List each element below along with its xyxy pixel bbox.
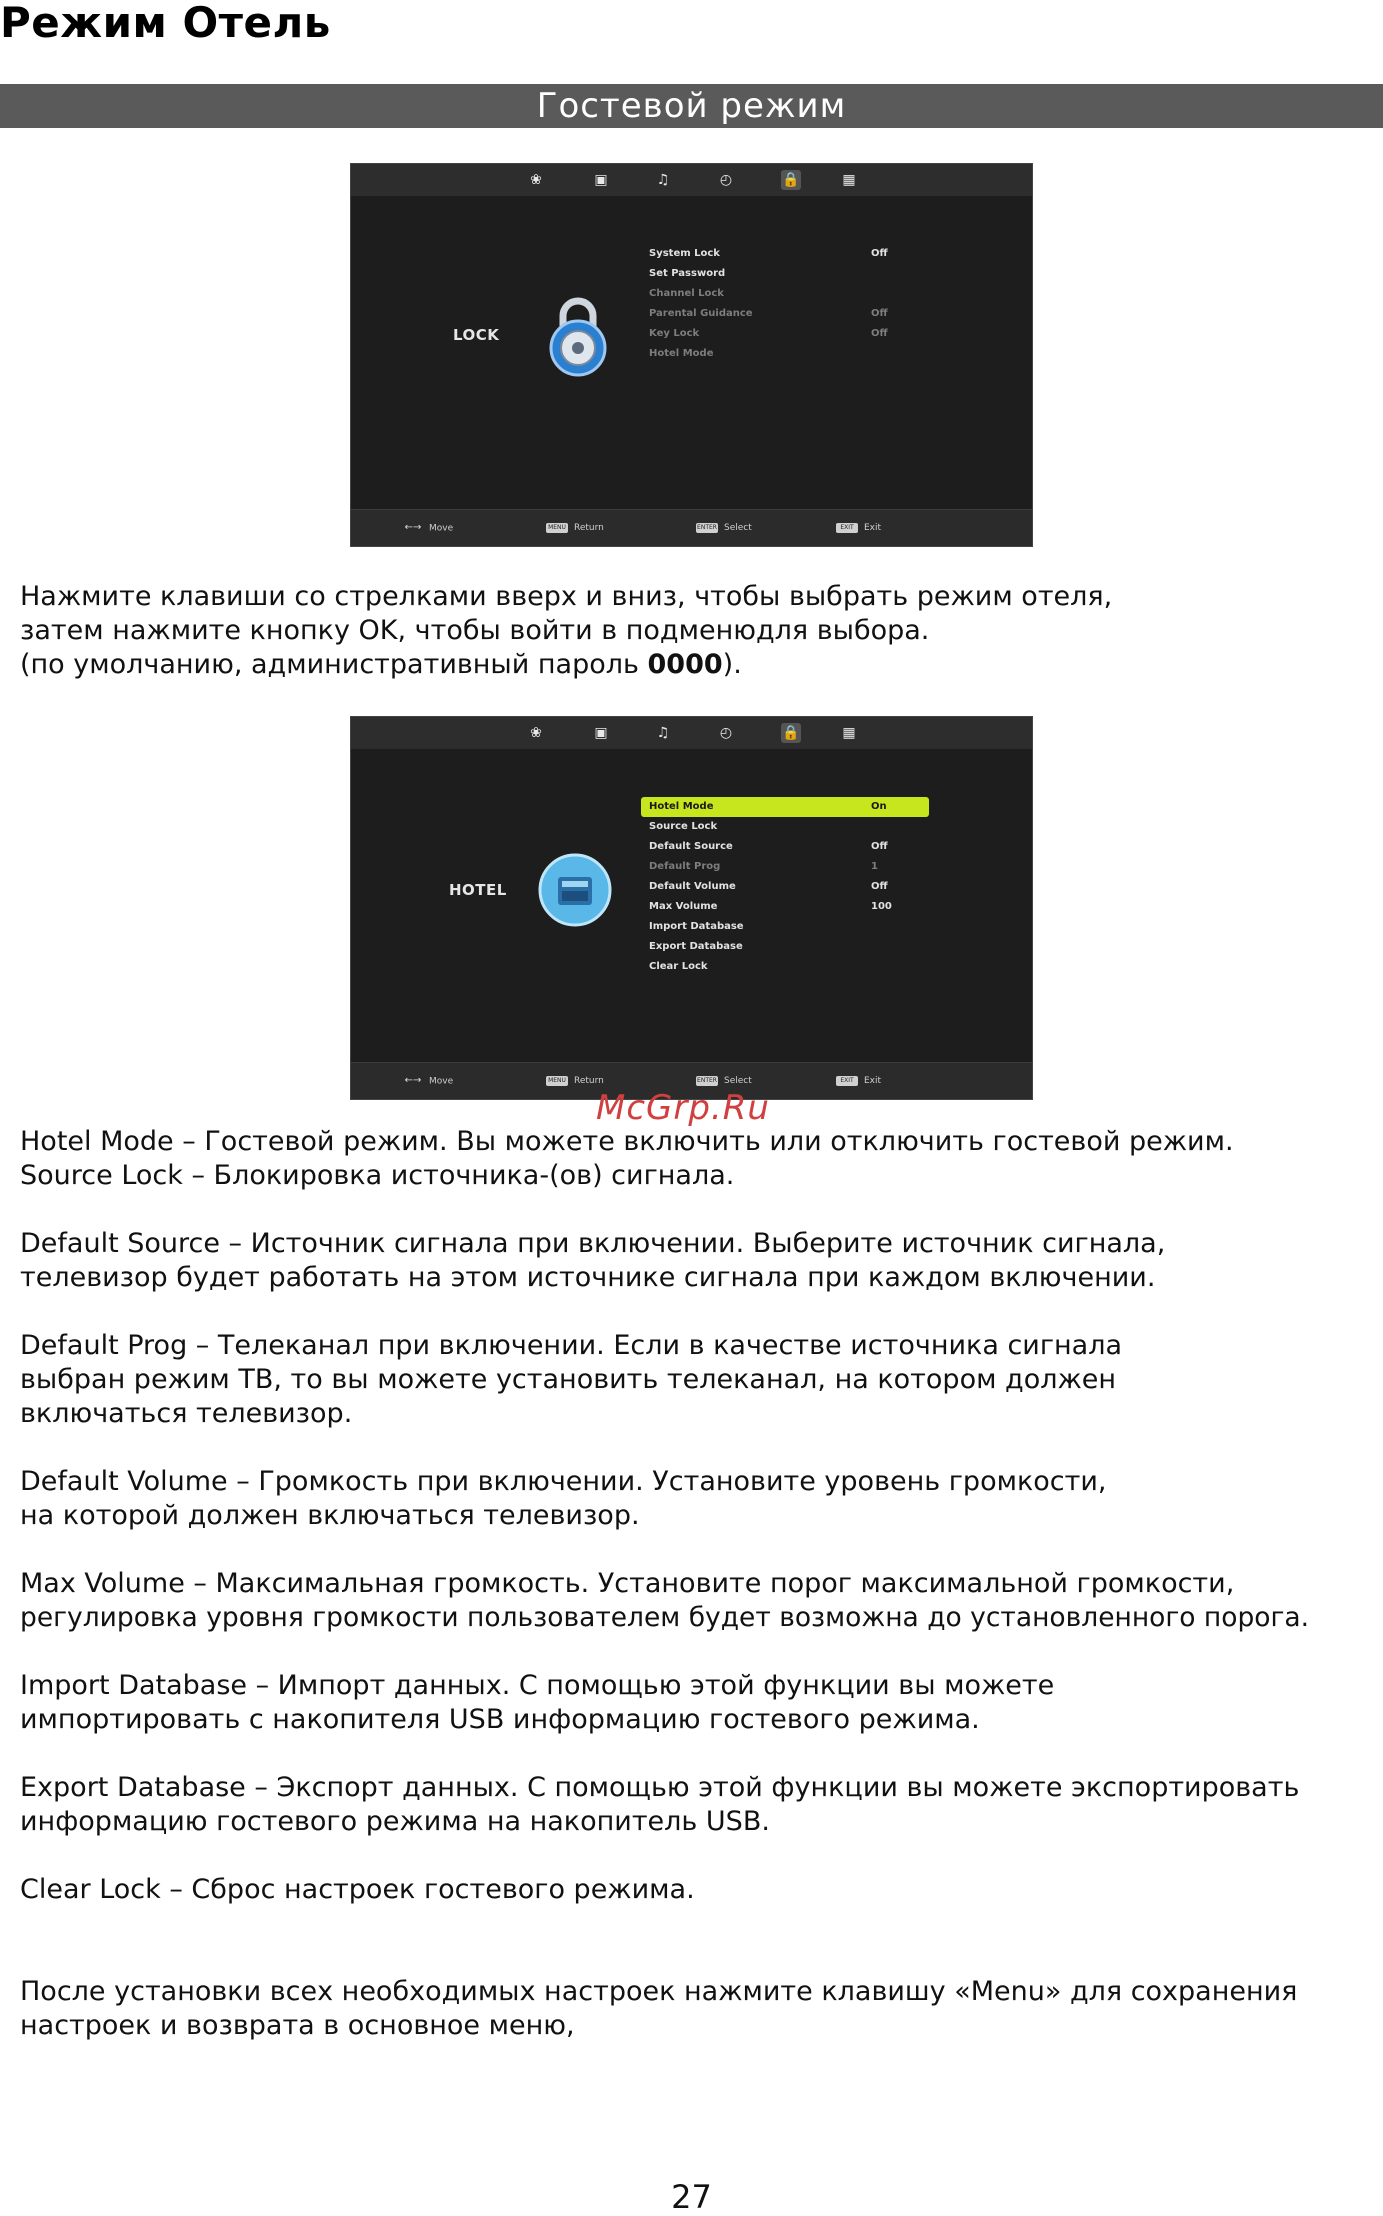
intro-line-1: Нажмите клавиши со стрелками вверх и вниз, чтобы выбрать режим отеля,: [20, 581, 1113, 612]
desc-default-prog-1: Default Prog – Телеканал при включении. Если в качестве источника сигнала: [20, 1330, 1123, 1361]
hint-exit: EXIT Exit: [836, 520, 881, 536]
hint-move: ←→ Move: [403, 1073, 453, 1089]
desc-max-volume-2: регулировка уровня громкости пользователем будет возможна до установленного порога.: [20, 1602, 1310, 1633]
enter-key-icon: ENTER: [697, 1076, 717, 1084]
menu-item-source-lock[interactable]: Source Lock: [649, 821, 718, 832]
grid-icon[interactable]: ▦: [842, 725, 856, 741]
page-number: 27: [671, 2178, 712, 2216]
default-password: 0000: [647, 649, 723, 680]
menu-item-default-source[interactable]: Default Source Off: [649, 841, 888, 852]
hotel-icon: [538, 853, 612, 927]
menu-item-system-lock[interactable]: System Lock Off: [649, 248, 888, 259]
grid-icon[interactable]: ▦: [842, 172, 856, 188]
menu-item-import-database[interactable]: Import Database: [649, 921, 744, 932]
menu-item-export-database[interactable]: Export Database: [649, 941, 743, 952]
arrows-icon: ←→: [404, 1075, 422, 1086]
hint-select: ENTER Select: [697, 523, 752, 533]
hotel-menu-list: [641, 797, 929, 977]
hint-exit: EXIT Exit: [836, 1073, 881, 1089]
tv-menu-label: HOTEL: [449, 881, 507, 899]
menu-item-default-prog: Default Prog 1: [649, 861, 878, 872]
menu-item-clear-lock[interactable]: Clear Lock: [649, 961, 708, 972]
screen-icon[interactable]: ▣: [594, 725, 608, 741]
menu-item-default-volume[interactable]: Default Volume Off: [649, 881, 888, 892]
desc-default-source-1: Default Source – Источник сигнала при включении. Выберите источник сигнала,: [20, 1228, 1166, 1259]
picture-icon[interactable]: ❀: [530, 725, 542, 741]
section-heading: Гостевой режим: [0, 84, 1383, 128]
menu-item-key-lock[interactable]: Key Lock Off: [649, 328, 888, 339]
desc-default-source-2: телевизор будет работать на этом источнике сигнала при каждом включении.: [20, 1262, 1156, 1293]
desc-default-volume-2: на которой должен включаться телевизор.: [20, 1500, 640, 1531]
menu-item-hotel-mode[interactable]: Hotel Mode: [649, 348, 714, 359]
desc-hotel-mode: Hotel Mode – Гостевой режим. Вы можете включить или отключить гостевой режим.: [20, 1126, 1234, 1157]
watermark: McGrp.Ru: [596, 1088, 770, 1128]
intro-line-3: (по умолчанию, административный пароль 0000).: [20, 649, 742, 680]
menu-item-set-password[interactable]: Set Password: [649, 268, 726, 279]
desc-source-lock: Source Lock – Блокировка источника-(ов) сигнала.: [20, 1160, 735, 1191]
desc-export-database-1: Export Database – Экспорт данных. С помощью этой функции вы можете экспортировать: [20, 1772, 1300, 1803]
menu-item-hotel-mode[interactable]: Hotel Mode On: [641, 797, 929, 817]
exit-key-icon: EXIT: [836, 1076, 858, 1086]
intro-line-2: затем нажмите кнопку OK, чтобы войти в подменюдля выбора.: [20, 615, 930, 646]
hint-return: MENU Return: [546, 520, 604, 536]
desc-max-volume-1: Max Volume – Максимальная громкость. Установите порог максимальной громкости,: [20, 1568, 1235, 1599]
menu-key-icon: MENU: [546, 1076, 568, 1086]
lock-icon[interactable]: 🔒: [782, 725, 800, 741]
music-icon[interactable]: ♫: [656, 725, 670, 741]
arrows-icon: ←→: [404, 522, 422, 533]
desc-default-prog-3: включаться телевизор.: [20, 1398, 353, 1429]
tv-lock-screen: [350, 163, 1033, 547]
menu-item-parental-guidance: Parental Guidance Off: [649, 308, 888, 319]
menu-item-max-volume[interactable]: Max Volume 100: [649, 901, 892, 912]
desc-import-database-1: Import Database – Импорт данных. С помощью этой функции вы можете: [20, 1670, 1055, 1701]
padlock-icon: [541, 294, 615, 378]
menu-key-icon: MENU: [546, 523, 568, 533]
clock-icon[interactable]: ◴: [719, 725, 733, 741]
screen-icon[interactable]: ▣: [594, 172, 608, 188]
hint-move: ←→ Move: [403, 520, 453, 536]
desc-default-volume-1: Default Volume – Громкость при включении. Установите уровень громкости,: [20, 1466, 1107, 1497]
hint-return: MENU Return: [546, 1073, 604, 1089]
desc-export-database-2: информацию гостевого режима на накопитель USB.: [20, 1806, 770, 1837]
desc-default-prog-2: выбран режим ТВ, то вы можете установить телеканал, на котором должен: [20, 1364, 1117, 1395]
tv-hotel-screen: [350, 716, 1033, 1100]
page-title: Режим Отель: [0, 0, 331, 47]
picture-icon[interactable]: ❀: [530, 172, 542, 188]
clock-icon[interactable]: ◴: [719, 172, 733, 188]
outro-line-1: После установки всех необходимых настроек нажмите клавишу «Menu» для сохранения: [20, 1976, 1298, 2007]
exit-key-icon: EXIT: [836, 523, 858, 533]
music-icon[interactable]: ♫: [656, 172, 670, 188]
desc-clear-lock: Clear Lock – Сброс настроек гостевого режима.: [20, 1874, 695, 1905]
hint-select: ENTER Select: [697, 1076, 752, 1086]
menu-item-channel-lock: Channel Lock: [649, 288, 724, 299]
enter-key-icon: ENTER: [697, 523, 717, 531]
desc-import-database-2: импортировать с накопителя USB информацию гостевого режима.: [20, 1704, 980, 1735]
lock-icon[interactable]: 🔒: [782, 172, 800, 188]
tv-top-menu-bar: [351, 717, 1032, 749]
tv-top-menu-bar: [351, 164, 1032, 196]
outro-line-2: настроек и возврата в основное меню,: [20, 2010, 575, 2041]
tv-menu-label: LOCK: [453, 326, 500, 344]
tv-hint-bar: [351, 509, 1032, 546]
lock-menu-list: [641, 244, 929, 364]
